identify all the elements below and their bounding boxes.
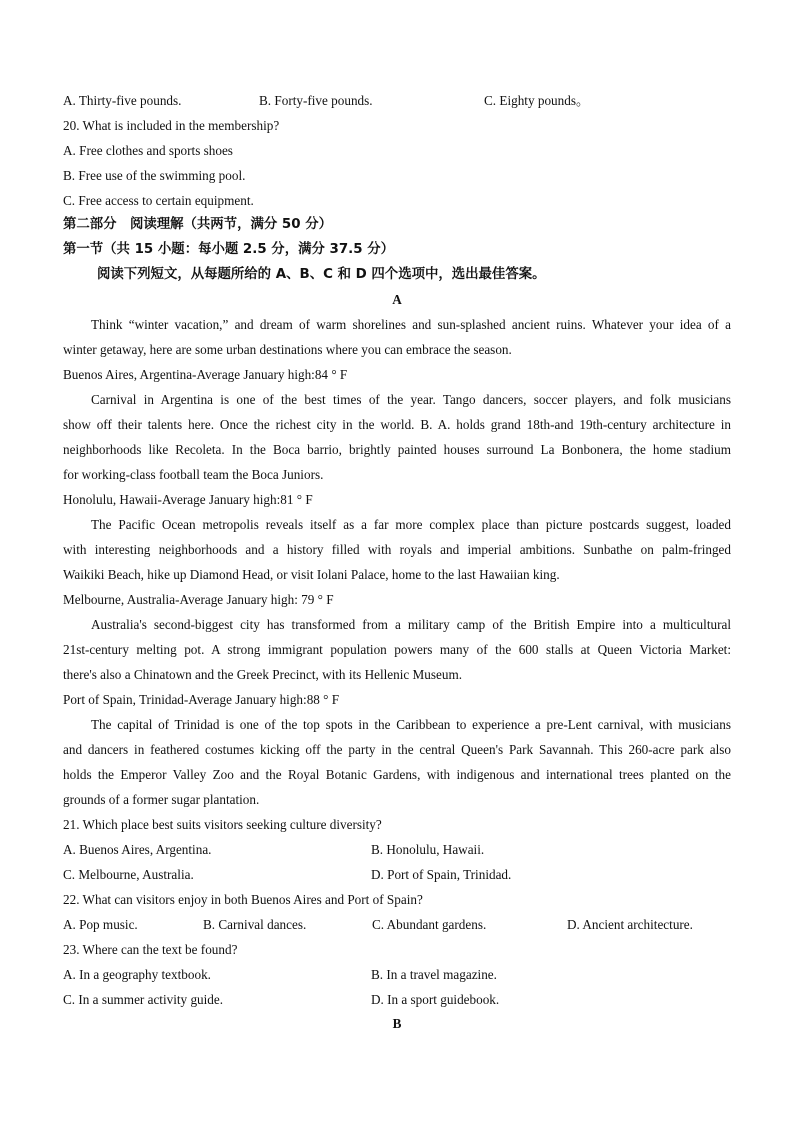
passage-b-label: B: [392, 1016, 402, 1031]
intro-line-2: winter getaway, here are some urban destinations where you can embrace the season.: [63, 342, 512, 357]
instruction: 阅读下列短文，从每题所给的 A、B、C 和 D 四个选项中，选出最佳答案。: [97, 267, 546, 282]
paragraph-line: 21st-century melting pot. A strong immigrant population powers many of the 600 stalls at Queen Victoria Market:: [63, 642, 731, 657]
paragraph-line: for working-class football team the Boca Juniors.: [63, 467, 324, 482]
paragraph-line: and dancers in feathered costumes kicking off the party in the central Queen's Park Savannah. This 260-acre park also: [63, 742, 731, 757]
q19-option-c: C. Eighty pounds。: [484, 93, 590, 108]
q22-option-b: B. Carnival dances.: [203, 917, 307, 932]
paragraph-line: show off their talents here. Once the richest city in the world. B. A. holds grand 18th-and 19th-century architecture in: [63, 417, 731, 432]
q23-option-c: C. In a summer activity guide.: [63, 992, 224, 1007]
paragraph-line: with interesting neighborhoods and a history filled with royals and imperial ambitions. Sunbathe on palm-fringed: [63, 542, 731, 557]
q19-option-b: B. Forty-five pounds.: [259, 93, 373, 108]
paragraph-line: holds the Emperor Valley Zoo and the Royal Botanic Gardens, with indigenous and international trees planted on the: [63, 767, 731, 782]
place-heading-honolulu: Honolulu, Hawaii-Average January high:81 ° F: [63, 492, 313, 507]
q20-stem: 20. What is included in the membership?: [63, 118, 280, 133]
q21-option-a: A. Buenos Aires, Argentina.: [63, 842, 212, 857]
q22-option-d: D. Ancient architecture.: [567, 917, 693, 932]
paragraph-line: Carnival in Argentina is one of the best times of the year. Tango dancers, soccer players, and folk musicians: [91, 392, 731, 407]
paragraph-line: The capital of Trinidad is one of the top spots in the Caribbean to experience a pre-Lent carnival, with musicians: [91, 717, 731, 732]
q21-option-b: B. Honolulu, Hawaii.: [371, 842, 485, 857]
q22-stem: 22. What can visitors enjoy in both Buenos Aires and Port of Spain?: [63, 892, 423, 907]
place-heading-melbourne: Melbourne, Australia-Average January high: 79 ° F: [63, 592, 334, 607]
q23-option-a: A. In a geography textbook.: [63, 967, 211, 982]
q23-stem: 23. Where can the text be found?: [63, 942, 238, 957]
paragraph-line: there's also a Chinatown and the Greek Precinct, with its Hellenic Museum.: [63, 667, 462, 682]
q21-option-c: C. Melbourne, Australia.: [63, 867, 194, 882]
q23-option-b: B. In a travel magazine.: [371, 967, 497, 982]
part2-heading: 第二部分 阅读理解（共两节，满分 50 分）: [63, 217, 332, 232]
q19-option-a: A. Thirty-five pounds.: [63, 93, 182, 108]
q20-option-c: C. Free access to certain equipment.: [63, 193, 254, 208]
q23-option-d: D. In a sport guidebook.: [371, 992, 500, 1007]
paragraph-line: Waikiki Beach, hike up Diamond Head, or visit Iolani Palace, home to the last Hawaiian king.: [63, 567, 560, 582]
q21-stem: 21. Which place best suits visitors seeking culture diversity?: [63, 817, 382, 832]
paragraph-line: neighborhoods like Recoleta. In the Boca barrio, brightly painted houses surround La Bonbonera, the home stadium: [63, 442, 731, 457]
section1-heading: 第一节（共 15 小题：每小题 2.5 分，满分 37.5 分）: [63, 242, 395, 257]
q20-option-a: A. Free clothes and sports shoes: [63, 143, 233, 158]
passage-a-label: A: [392, 292, 402, 307]
paragraph-line: Australia's second-biggest city has transformed from a military camp of the British Empire into a multicultural: [91, 617, 731, 632]
q21-option-d: D. Port of Spain, Trinidad.: [371, 867, 512, 882]
q22-option-c: C. Abundant gardens.: [372, 917, 487, 932]
place-heading-buenos-aires: Buenos Aires, Argentina-Average January high:84 ° F: [63, 367, 348, 382]
paragraph-line: The Pacific Ocean metropolis reveals itself as a far more complex place than picture postcards suggest, loaded: [91, 517, 731, 532]
place-heading-port-of-spain: Port of Spain, Trinidad-Average January high:88 ° F: [63, 692, 340, 707]
intro-line-1: Think “winter vacation,” and dream of warm shorelines and sun-splashed ancient ruins. Whatever your idea of a: [91, 317, 731, 332]
paragraph-line: grounds of a former sugar plantation.: [63, 792, 260, 807]
q20-option-b: B. Free use of the swimming pool.: [63, 168, 246, 183]
q22-option-a: A. Pop music.: [63, 917, 138, 932]
